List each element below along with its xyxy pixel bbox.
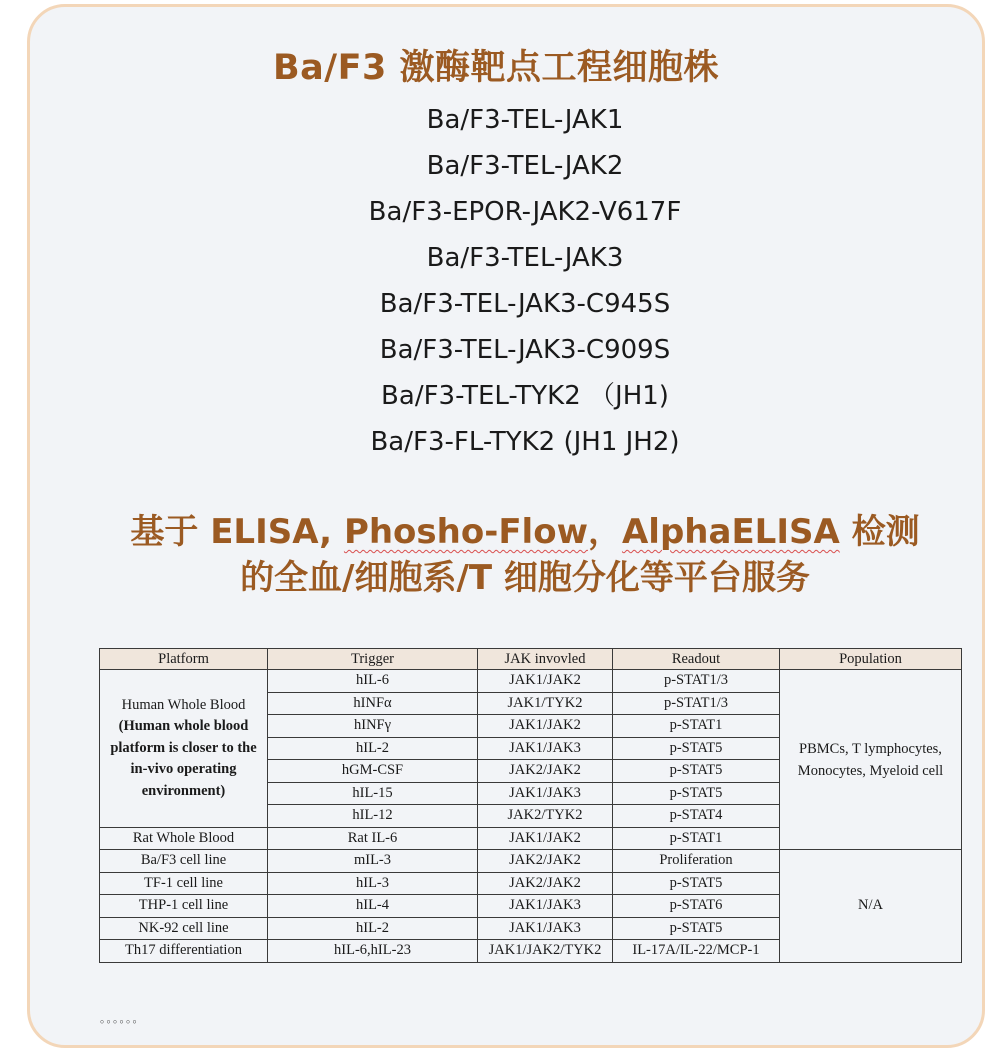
jak-cell: JAK1/JAK3 bbox=[478, 782, 613, 805]
trigger-cell: hIL-2 bbox=[268, 737, 478, 760]
cell-line-item: Ba/F3-TEL-JAK2 bbox=[426, 151, 624, 181]
page-title: Ba/F3 激酶靶点工程细胞株 bbox=[272, 48, 720, 88]
trigger-cell: hIL-15 bbox=[268, 782, 478, 805]
jak-cell: JAK1/JAK2 bbox=[478, 827, 613, 850]
subtitle-comma: ， bbox=[587, 512, 622, 552]
cell-line-item: Ba/F3-TEL-TYK2 （JH1) bbox=[381, 381, 669, 411]
trigger-cell: hIL-6 bbox=[268, 670, 478, 693]
subtitle-alphaelisa: AlphaELISA bbox=[621, 512, 840, 552]
service-subtitle-line2: 的全血/细胞系/T 细胞分化等平台服务 bbox=[240, 558, 810, 598]
cell-line-item: Ba/F3-EPOR-JAK2-V617F bbox=[368, 197, 682, 227]
jak-cell: JAK1/JAK3 bbox=[478, 895, 613, 918]
table-row bbox=[100, 850, 962, 873]
jak-cell: JAK2/JAK2 bbox=[478, 850, 613, 873]
trigger-cell: Rat IL-6 bbox=[268, 827, 478, 850]
platform-note: (Human whole blood platform is closer to the in-vivo operating environment) bbox=[110, 718, 257, 799]
readout-cell: p-STAT6 bbox=[613, 895, 780, 918]
cell-line-list bbox=[0, 97, 992, 465]
readout-cell: p-STAT5 bbox=[613, 917, 780, 940]
platform-cell: Rat Whole Blood bbox=[100, 827, 268, 850]
table-header-row bbox=[100, 649, 962, 670]
cell-line-item: Ba/F3-TEL-JAK1 bbox=[426, 105, 624, 135]
cell-line-item: Ba/F3-FL-TYK2 (JH1 JH2) bbox=[370, 427, 680, 457]
cell-line-item: Ba/F3-TEL-JAK3-C909S bbox=[379, 335, 671, 365]
header-trigger: Trigger bbox=[268, 649, 478, 670]
jak-platform-table bbox=[99, 648, 962, 963]
platform-title: Human Whole Blood bbox=[121, 696, 246, 713]
trigger-cell: hIL-2 bbox=[268, 917, 478, 940]
jak-cell: JAK1/JAK2 bbox=[478, 715, 613, 738]
header-platform: Platform bbox=[100, 649, 268, 670]
population-cell-lines: N/A bbox=[780, 850, 962, 963]
trigger-cell: mIL-3 bbox=[268, 850, 478, 873]
header-jak: JAK invovled bbox=[478, 649, 613, 670]
readout-cell: IL-17A/IL-22/MCP-1 bbox=[613, 940, 780, 963]
jak-cell: JAK2/JAK2 bbox=[478, 760, 613, 783]
trigger-cell: hIL-12 bbox=[268, 805, 478, 828]
readout-cell: p-STAT5 bbox=[613, 737, 780, 760]
population-human: PBMCs, T lymphocytes, Monocytes, Myeloid cell bbox=[780, 670, 962, 850]
readout-cell: p-STAT1/3 bbox=[613, 692, 780, 715]
platform-cell: Th17 differentiation bbox=[100, 940, 268, 963]
readout-cell: p-STAT1 bbox=[613, 827, 780, 850]
readout-cell: p-STAT1/3 bbox=[613, 670, 780, 693]
cell-line-item: Ba/F3-TEL-JAK3-C945S bbox=[379, 289, 671, 319]
footer-dots: 。。。。。。 bbox=[100, 1012, 145, 1025]
subtitle-suffix: 检测 bbox=[839, 512, 920, 552]
jak-cell: JAK1/JAK2 bbox=[478, 670, 613, 693]
trigger-cell: hINFα bbox=[268, 692, 478, 715]
readout-cell: p-STAT1 bbox=[613, 715, 780, 738]
trigger-cell: hINFγ bbox=[268, 715, 478, 738]
cell-line-item: Ba/F3-TEL-JAK3 bbox=[426, 243, 624, 273]
platform-cell: THP-1 cell line bbox=[100, 895, 268, 918]
platform-cell: TF-1 cell line bbox=[100, 872, 268, 895]
platform-cell: Ba/F3 cell line bbox=[100, 850, 268, 873]
platform-cell: NK-92 cell line bbox=[100, 917, 268, 940]
platform-human-whole-blood bbox=[100, 670, 268, 828]
header-population: Population bbox=[780, 649, 962, 670]
trigger-cell: hIL-3 bbox=[268, 872, 478, 895]
jak-cell: JAK1/JAK3 bbox=[478, 917, 613, 940]
header-readout: Readout bbox=[613, 649, 780, 670]
subtitle-prefix: 基于 ELISA, bbox=[130, 512, 344, 552]
readout-cell: p-STAT5 bbox=[613, 782, 780, 805]
jak-cell: JAK1/TYK2 bbox=[478, 692, 613, 715]
trigger-cell: hIL-6,hIL-23 bbox=[268, 940, 478, 963]
jak-cell: JAK1/JAK3 bbox=[478, 737, 613, 760]
trigger-cell: hIL-4 bbox=[268, 895, 478, 918]
readout-cell: Proliferation bbox=[613, 850, 780, 873]
table-row bbox=[100, 670, 962, 693]
trigger-cell: hGM-CSF bbox=[268, 760, 478, 783]
jak-cell: JAK2/TYK2 bbox=[478, 805, 613, 828]
readout-cell: p-STAT4 bbox=[613, 805, 780, 828]
jak-cell: JAK1/JAK2/TYK2 bbox=[478, 940, 613, 963]
service-subtitle-line1 bbox=[0, 504, 992, 553]
readout-cell: p-STAT5 bbox=[613, 760, 780, 783]
readout-cell: p-STAT5 bbox=[613, 872, 780, 895]
jak-cell: JAK2/JAK2 bbox=[478, 872, 613, 895]
subtitle-phospho-flow: Phosho-Flow bbox=[343, 512, 588, 552]
